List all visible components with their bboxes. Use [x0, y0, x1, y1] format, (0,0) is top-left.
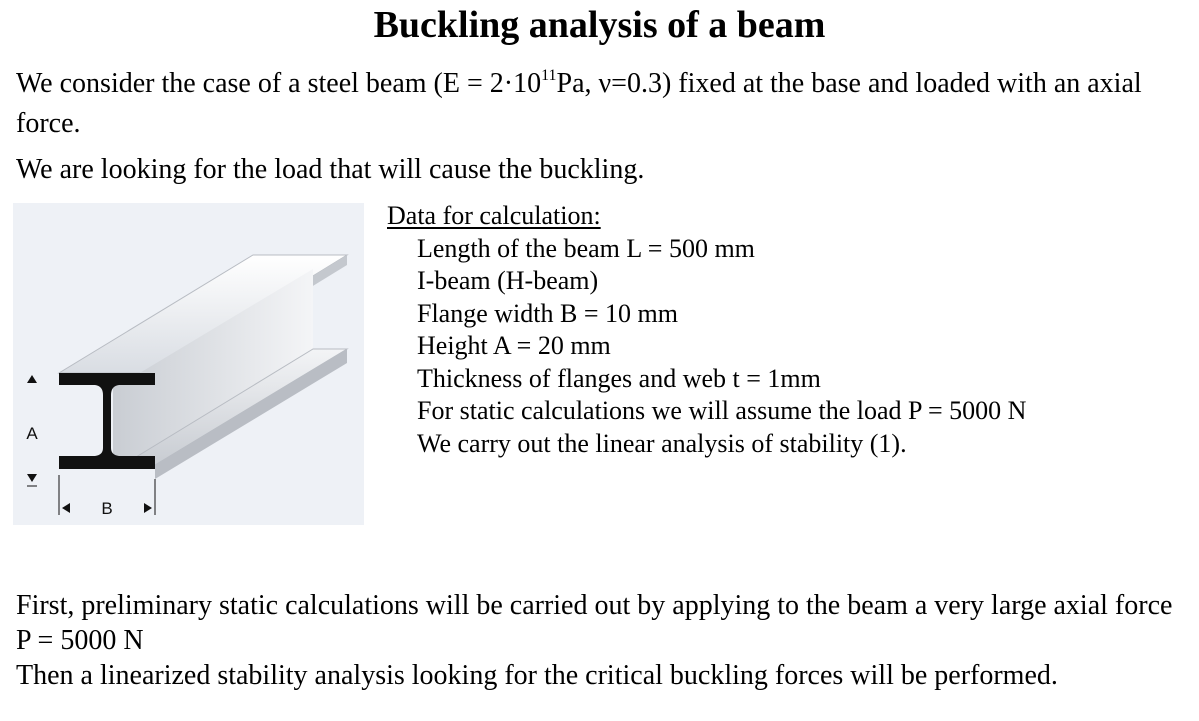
data-item: Height A = 20 mm	[417, 331, 611, 360]
data-item: Thickness of flanges and web t = 1mm	[417, 363, 821, 393]
intro-paragraph	[16, 66, 1191, 142]
procedure-line-2: Then a linearized stability analysis looking for the critical buckling forces will be performed.	[16, 660, 1058, 691]
page-title: Buckling analysis of a beam	[373, 4, 826, 46]
data-item: We carry out the linear analysis of stability (1).	[417, 428, 907, 458]
procedure-line-1: First, preliminary static calculations will be carried out by applying to the beam a very large axial force P = 5000 N	[16, 590, 1173, 656]
dimension-b-arrow-left	[62, 503, 70, 513]
intro-text-rest: Pa, ν=0.3) fixed at the base and loaded with an axial force.	[16, 68, 1142, 139]
dimension-b-arrow-right	[144, 503, 152, 513]
data-item: I-beam (H-beam)	[417, 266, 599, 295]
label-a: A	[26, 424, 38, 443]
intro-text: We consider the case of a steel beam (E = 2·10	[16, 68, 542, 99]
dimension-a-arrow-up	[27, 375, 37, 383]
exponent: 11	[541, 67, 557, 84]
dimension-a-arrow-down	[27, 474, 37, 482]
data-heading: Data for calculation:	[387, 201, 601, 230]
procedure-paragraph	[16, 588, 1191, 693]
label-b: B	[101, 499, 113, 518]
data-item: Length of the beam L = 500 mm	[417, 233, 755, 263]
data-item: For static calculations we will assume the load P = 5000 N	[417, 396, 1027, 425]
calculation-data	[387, 200, 1026, 460]
i-beam-figure	[13, 203, 364, 525]
data-list	[387, 233, 1026, 461]
data-item: Flange width B = 10 mm	[417, 298, 678, 328]
goal-sentence: We are looking for the load that will cause the buckling.	[16, 154, 645, 185]
